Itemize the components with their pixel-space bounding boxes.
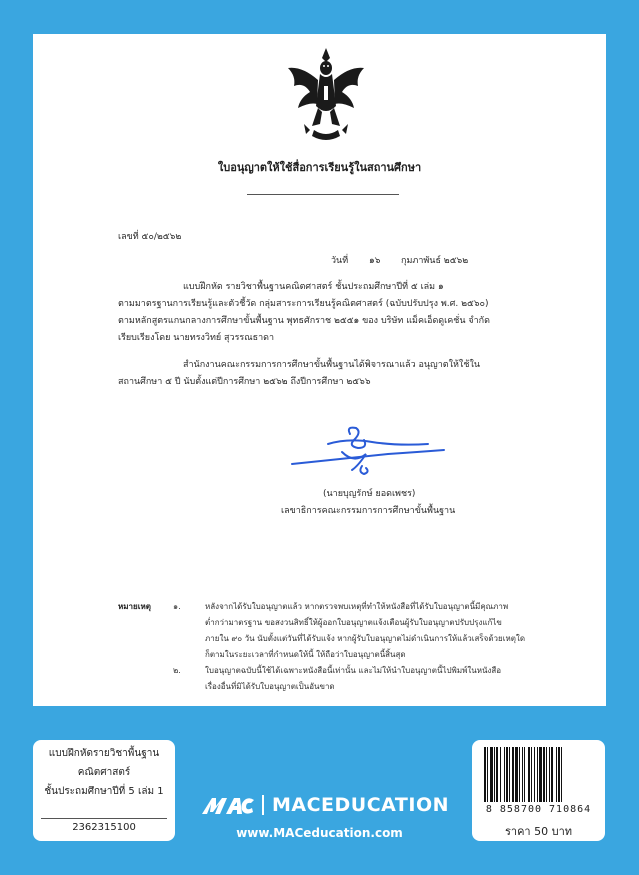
date-label: วันที่ [331, 256, 349, 266]
logo-separator [262, 795, 264, 815]
license-document [33, 34, 606, 706]
document-title: ใบอนุญาตให้ใช้สื่อการเรียนรู้ในสถานศึกษา [217, 161, 422, 174]
book-subject-line: คณิตศาสตร์ [77, 767, 131, 778]
signature-image [288, 424, 448, 484]
body-line: ตามมาตรฐานการเรียนรู้และตัวชี้วัด กลุ่มสาระการเรียนรู้คณิตศาสตร์ (ฉบับปรับปรุง พ.ศ. ๒๕๖๐) [118, 299, 489, 309]
body-line: แบบฝึกหัด รายวิชาพื้นฐานคณิตศาสตร์ ชั้นประถมศึกษาปีที่ ๕ เล่ม ๑ [183, 282, 444, 292]
license-number: เลขที่ ๕๐/๒๕๖๒ [118, 232, 182, 242]
title-underline [247, 194, 399, 195]
barcode-image [482, 747, 595, 802]
body-line: ตามหลักสูตรแกนกลางการศึกษาขั้นพื้นฐาน พุทธศักราช ๒๕๕๑ ของ บริษัท แม็คเอ็ดดูเคชั่น จำกัด [118, 316, 490, 326]
book-grade-line: ชั้นประถมศึกษาปีที่ 5 เล่ม 1 [44, 786, 164, 797]
garuda-emblem-icon [284, 46, 368, 144]
mac-education-logo [200, 793, 449, 817]
note-line: ก็ตามในระยะเวลาที่กำหนดให้นี้ ให้ถือว่าใบอนุญาตนี้สิ้นสุด [205, 650, 406, 659]
signer-name: (นายบุญรักษ์ ยอดเพชร) [323, 489, 416, 499]
date-month-year: กุมภาพันธ์ ๒๕๖๒ [401, 256, 469, 266]
note-line: ต่ำกว่ามาตรฐาน ขอสงวนสิทธิ์ให้ผู้ออกใบอนุญาตแจ้งเตือนผู้รับใบอนุญาตปรับปรุงแก้ไข [205, 618, 502, 627]
price-label: ราคา 50 บาท [504, 825, 573, 838]
mac-logo-icon [200, 794, 256, 816]
logo-wordmark: MACEDUCATION [272, 794, 449, 816]
date-day: ๑๖ [369, 256, 381, 266]
body-line: เรียบเรียงโดย นายทรงวิทย์ สุวรรณธาดา [118, 333, 275, 343]
approval-line: สำนักงานคณะกรรมการการศึกษาขั้นพื้นฐานได้พิจารณาแล้ว อนุญาตให้ใช้ใน [183, 360, 480, 370]
barcode-number: 8 858700 710864 [485, 804, 592, 815]
card-divider [41, 818, 167, 819]
book-code: 2362315100 [72, 822, 136, 833]
notes-label: หมายเหตุ [118, 602, 151, 611]
note-line: ภายใน ๙๐ วัน นับตั้งแต่วันที่ได้รับแจ้ง หากผู้รับใบอนุญาตไม่ดำเนินการให้แล้วเสร็จด้วยเหตุใด [205, 634, 526, 643]
note-number: ๑. [173, 602, 181, 611]
signer-title: เลขาธิการคณะกรรมการการศึกษาขั้นพื้นฐาน [281, 506, 456, 516]
book-title-line: แบบฝึกหัดรายวิชาพื้นฐาน [48, 748, 160, 759]
note-number: ๒. [173, 666, 181, 675]
approval-line: สถานศึกษา ๕ ปี นับตั้งแต่ปีการศึกษา ๒๕๖๒ ถึงปีการศึกษา ๒๕๖๖ [118, 377, 371, 387]
website-url: www.MACeducation.com [236, 826, 403, 840]
note-line: ใบอนุญาตฉบับนี้ใช้ได้เฉพาะหนังสือนี้เท่านั้น และไม่ให้นำใบอนุญาตนี้ไปพิมพ์ในหนังสือ [205, 666, 502, 675]
note-line: หลังจากได้รับใบอนุญาตแล้ว หากตรวจพบเหตุที่ทำให้หนังสือที่ได้รับใบอนุญาตนี้มีคุณภาพ [205, 602, 509, 611]
note-line: เรื่องอื่นที่มิได้รับใบอนุญาตเป็นอันขาด [205, 682, 335, 691]
